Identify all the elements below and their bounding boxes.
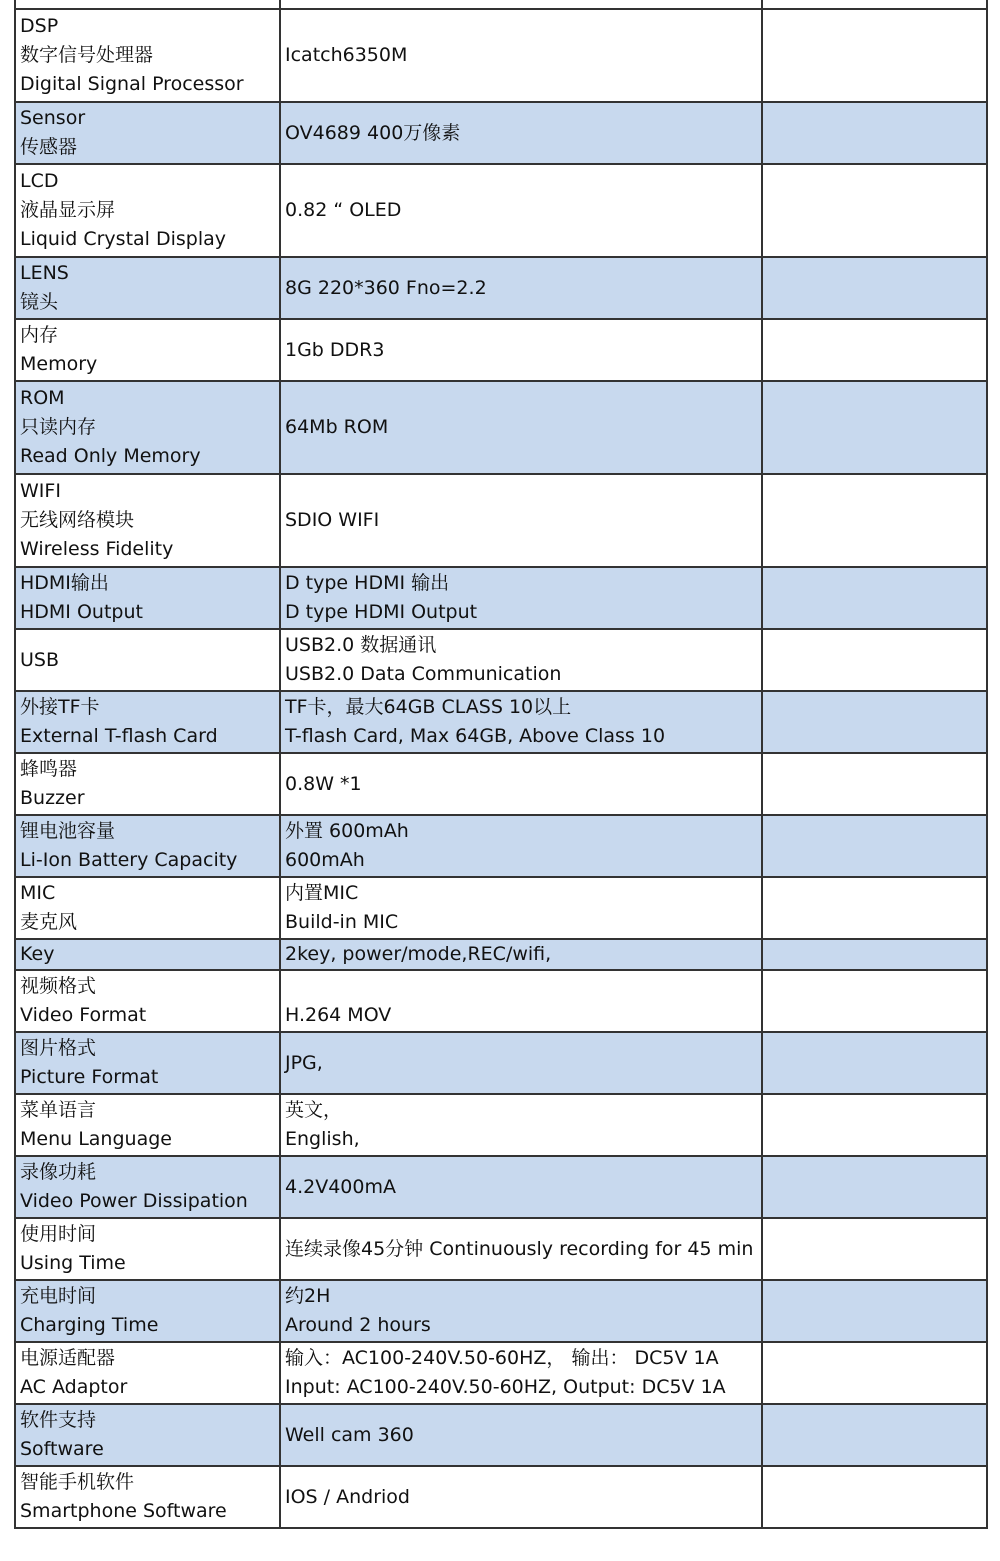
label-cell-line: Read Only Memory [20, 445, 201, 467]
label-cell-line: Sensor [20, 107, 86, 129]
blank-cell [762, 970, 987, 1032]
value-cell [280, 877, 762, 939]
value-cell-line: OV4689 400万像素 [285, 121, 461, 144]
label-cell-line: Video Format [20, 1004, 147, 1026]
value-cell-line: 600mAh [285, 849, 365, 871]
value-cell [280, 1218, 762, 1280]
value-cell-line: 连续录像45分钟 Continuously recording for 45 min [285, 1237, 754, 1260]
label-cell-line: 传感器 [20, 136, 78, 158]
label-cell [15, 319, 280, 381]
label-cell-line: 麦克风 [20, 911, 78, 933]
table-row [15, 567, 987, 629]
label-cell [15, 164, 280, 257]
value-cell [280, 1404, 762, 1466]
blank-cell [762, 0, 987, 9]
value-cell-line: 外置 600mAh [285, 820, 409, 842]
label-cell [15, 1218, 280, 1280]
blank-cell [762, 164, 987, 257]
label-cell [15, 1032, 280, 1094]
label-cell-line: LENS [20, 262, 69, 284]
value-cell [280, 691, 762, 753]
label-cell-line: USB [20, 648, 60, 671]
label-cell-line: 蜂鸣器 [20, 758, 78, 780]
blank-cell [762, 102, 987, 164]
blank-cell [762, 939, 987, 970]
label-cell [15, 102, 280, 164]
value-cell-line: 0.82 “ OLED [285, 199, 402, 221]
value-cell-line: USB2.0 Data Communication [285, 663, 562, 685]
table-row [15, 319, 987, 381]
value-cell [280, 164, 762, 257]
label-cell [15, 474, 280, 567]
label-cell [15, 0, 280, 9]
value-cell [280, 9, 762, 102]
table-row [15, 1466, 987, 1528]
table-row [15, 1404, 987, 1466]
value-cell [280, 257, 762, 319]
label-cell-line: 视频格式 [20, 975, 97, 997]
value-cell-line: T-flash Card, Max 64GB, Above Class 10 [285, 725, 666, 747]
blank-cell [762, 1280, 987, 1342]
label-cell-line: Picture Format [20, 1066, 159, 1088]
label-cell-line: WIFI [20, 480, 61, 502]
value-cell [280, 474, 762, 567]
value-cell [280, 102, 762, 164]
value-cell-line: H.264 MOV [285, 1004, 392, 1026]
label-cell-line: Buzzer [20, 787, 85, 809]
label-cell-line: 只读内存 [20, 416, 97, 438]
label-cell-line: 锂电池容量 [20, 820, 116, 842]
value-cell [280, 753, 762, 815]
label-cell-line: 录像功耗 [20, 1161, 97, 1183]
label-cell-line: 软件支持 [20, 1409, 97, 1431]
label-cell [15, 629, 280, 691]
value-cell [280, 629, 762, 691]
table-row-partial [15, 0, 987, 9]
value-cell-line: English, [285, 1128, 360, 1150]
label-cell [15, 1156, 280, 1218]
label-cell-line: HDMI输出 [20, 572, 109, 594]
value-cell [280, 1466, 762, 1528]
table-row [15, 815, 987, 877]
value-cell-line: 0.8W *1 [285, 772, 362, 795]
value-cell-line: 约2H [285, 1285, 331, 1307]
value-cell-line: Input: AC100-240V.50-60HZ, Output: DC5V 1A [285, 1376, 726, 1398]
blank-cell [762, 1032, 987, 1094]
label-cell [15, 381, 280, 474]
value-cell-line: 4.2V400mA [285, 1175, 396, 1198]
label-cell [15, 257, 280, 319]
label-cell [15, 1094, 280, 1156]
table-row [15, 1156, 987, 1218]
blank-cell [762, 1404, 987, 1466]
label-cell [15, 691, 280, 753]
label-cell [15, 1342, 280, 1404]
table-row [15, 164, 987, 257]
table-row [15, 753, 987, 815]
table-row [15, 1218, 987, 1280]
value-cell-line: 输入：AC100-240V.50-60HZ， 输出： DC5V 1A [285, 1347, 719, 1369]
label-cell-line: LCD [20, 170, 59, 192]
blank-cell [762, 1218, 987, 1280]
value-cell [280, 1342, 762, 1404]
label-cell-line: Smartphone Software [20, 1500, 227, 1522]
blank-cell [762, 381, 987, 474]
label-cell-line: 充电时间 [20, 1285, 97, 1307]
value-cell [280, 1094, 762, 1156]
label-cell [15, 753, 280, 815]
value-cell-line: TF卡，最大64GB CLASS 10以上 [285, 696, 572, 718]
label-cell-line: 镜头 [20, 291, 59, 313]
value-cell-line: Well cam 360 [285, 1423, 414, 1446]
label-cell-line: MIC [20, 882, 56, 904]
value-cell [280, 970, 762, 1032]
blank-cell [762, 1094, 987, 1156]
blank-cell [762, 1156, 987, 1218]
label-cell-line: 智能手机软件 [20, 1471, 135, 1493]
table-row [15, 939, 987, 970]
spec-table [14, 0, 988, 1529]
label-cell-line: AC Adaptor [20, 1376, 128, 1398]
table-row [15, 1342, 987, 1404]
table-row [15, 691, 987, 753]
label-cell-line: 使用时间 [20, 1223, 97, 1245]
value-cell-line: 英文， [285, 1099, 343, 1121]
label-cell-line: Charging Time [20, 1314, 159, 1336]
label-cell-line: Key [20, 943, 55, 965]
value-cell [280, 567, 762, 629]
label-cell [15, 1280, 280, 1342]
spec-table-body [15, 0, 987, 1528]
label-cell-line: Digital Signal Processor [20, 73, 244, 95]
label-cell-line: 无线网络模块 [20, 509, 135, 531]
label-cell [15, 970, 280, 1032]
table-row [15, 257, 987, 319]
table-row [15, 381, 987, 474]
label-cell-line: Memory [20, 353, 98, 375]
table-row [15, 629, 987, 691]
label-cell-line: 数字信号处理器 [20, 44, 154, 66]
blank-cell [762, 753, 987, 815]
table-row [15, 1032, 987, 1094]
value-cell-line: D type HDMI 输出 [285, 572, 450, 594]
label-cell-line: 液晶显示屏 [20, 199, 116, 221]
blank-cell [762, 1466, 987, 1528]
label-cell-line: Menu Language [20, 1128, 172, 1150]
table-row [15, 970, 987, 1032]
label-cell [15, 815, 280, 877]
blank-cell [762, 877, 987, 939]
table-row [15, 1280, 987, 1342]
label-cell-line: Using Time [20, 1252, 126, 1274]
value-cell-line [285, 972, 757, 1001]
blank-cell [762, 474, 987, 567]
label-cell-line: DSP [20, 15, 59, 37]
blank-cell [762, 1342, 987, 1404]
value-cell [280, 1156, 762, 1218]
value-cell-line: Around 2 hours [285, 1314, 431, 1336]
value-cell [280, 1032, 762, 1094]
blank-cell [762, 567, 987, 629]
blank-cell [762, 319, 987, 381]
value-cell-line: D type HDMI Output [285, 601, 478, 623]
table-row [15, 102, 987, 164]
label-cell [15, 567, 280, 629]
label-cell [15, 1466, 280, 1528]
label-cell-line: External T-flash Card [20, 725, 218, 747]
blank-cell [762, 9, 987, 102]
table-row [15, 9, 987, 102]
value-cell-line: JPG, [285, 1051, 323, 1074]
value-cell-line: 1Gb DDR3 [285, 338, 385, 361]
table-row [15, 1094, 987, 1156]
value-cell [280, 815, 762, 877]
value-cell-line: 内置MIC [285, 882, 359, 904]
label-cell-line: Li-Ion Battery Capacity [20, 849, 238, 871]
label-cell [15, 939, 280, 970]
blank-cell [762, 815, 987, 877]
value-cell-line: 64Mb ROM [285, 416, 389, 438]
value-cell [280, 939, 762, 970]
label-cell-line: Video Power Dissipation [20, 1190, 248, 1212]
value-cell-line: 2key, power/mode,REC/wifi, [285, 943, 552, 965]
value-cell-line: SDIO WIFI [285, 509, 380, 531]
label-cell [15, 877, 280, 939]
label-cell-line: Wireless Fidelity [20, 538, 174, 560]
label-cell-line: HDMI Output [20, 601, 143, 623]
label-cell-line: 外接TF卡 [20, 696, 100, 718]
value-cell [280, 0, 762, 9]
value-cell-line: Icatch6350M [285, 44, 408, 66]
table-row [15, 474, 987, 567]
blank-cell [762, 629, 987, 691]
value-cell [280, 319, 762, 381]
value-cell-line: Build-in MIC [285, 911, 399, 933]
table-row [15, 877, 987, 939]
label-cell-line: 图片格式 [20, 1037, 97, 1059]
label-cell-line: 内存 [20, 324, 59, 346]
label-cell [15, 9, 280, 102]
blank-cell [762, 257, 987, 319]
blank-cell [762, 691, 987, 753]
value-cell [280, 381, 762, 474]
label-cell-line: 电源适配器 [20, 1347, 116, 1369]
value-cell-line: IOS / Andriod [285, 1485, 410, 1508]
value-cell-line: 8G 220*360 Fno=2.2 [285, 276, 487, 299]
label-cell-line: Software [20, 1438, 104, 1460]
value-cell [280, 1280, 762, 1342]
label-cell-line: Liquid Crystal Display [20, 228, 227, 250]
label-cell-line: 菜单语言 [20, 1099, 97, 1121]
label-cell-line: ROM [20, 387, 65, 409]
label-cell [15, 1404, 280, 1466]
value-cell-line: USB2.0 数据通讯 [285, 634, 437, 656]
